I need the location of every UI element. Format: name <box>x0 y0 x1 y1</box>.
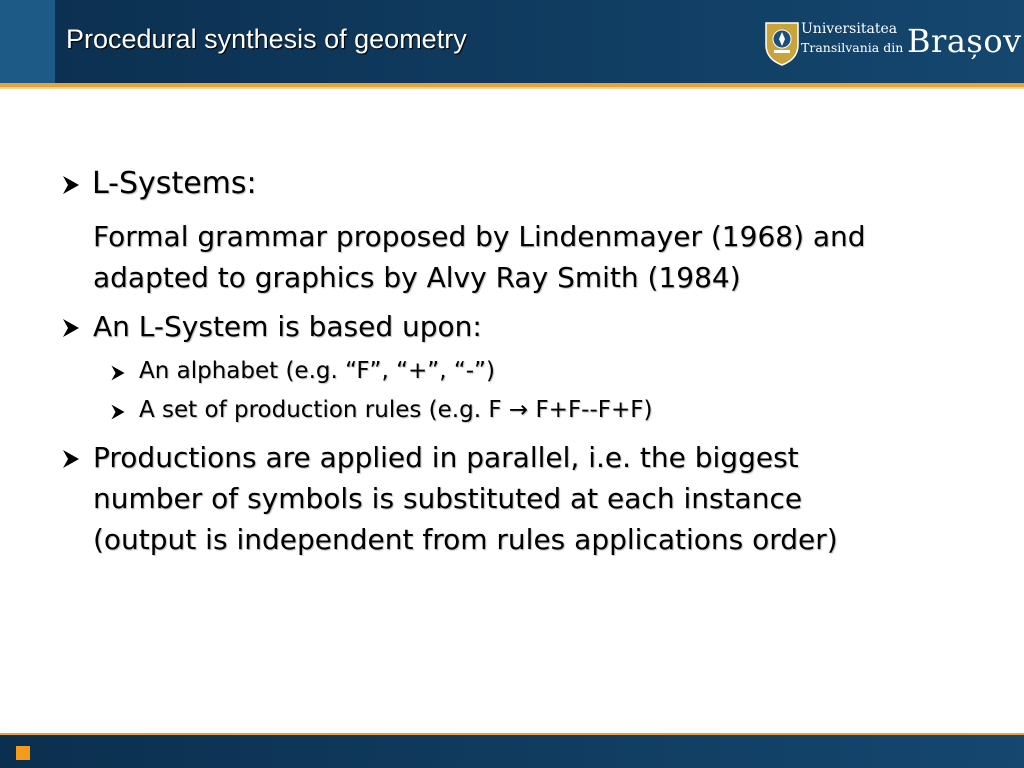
arrow-bullet-icon <box>109 403 127 421</box>
sub-bullet-production-rules: A set of production rules (e.g. F → F+F--F+F) <box>139 397 653 423</box>
bullet-productions: Productions are applied in parallel, i.e. the biggest <box>93 441 799 474</box>
bullet-productions-cont: number of symbols is substituted at each instance <box>93 482 803 515</box>
bullet-l-systems-desc: adapted to graphics by Alvy Ray Smith (1984) <box>93 261 741 294</box>
logo-text-line2: Transilvania din <box>801 40 904 55</box>
footer-square-icon <box>16 746 30 760</box>
slide-footer <box>0 735 1024 768</box>
bullet-l-systems-desc: Formal grammar proposed by Lindenmayer (1968) and <box>93 220 866 253</box>
arrow-bullet-icon <box>60 317 82 339</box>
arrow-bullet-icon <box>60 174 82 196</box>
arrow-bullet-icon <box>109 364 127 382</box>
arrow-bullet-icon <box>60 448 82 470</box>
logo-text-line1: Universitatea <box>801 21 898 37</box>
slide-title: Procedural synthesis of geometry <box>66 24 467 54</box>
bullet-productions-cont: (output is independent from rules applications order) <box>93 523 838 556</box>
bullet-based-upon: An L-System is based upon: <box>93 310 482 343</box>
logo-city: Brașov <box>907 22 1022 60</box>
bullet-l-systems: L-Systems: <box>92 166 257 201</box>
sub-bullet-alphabet: An alphabet (e.g. “F”, “+”, “-”) <box>139 358 495 384</box>
